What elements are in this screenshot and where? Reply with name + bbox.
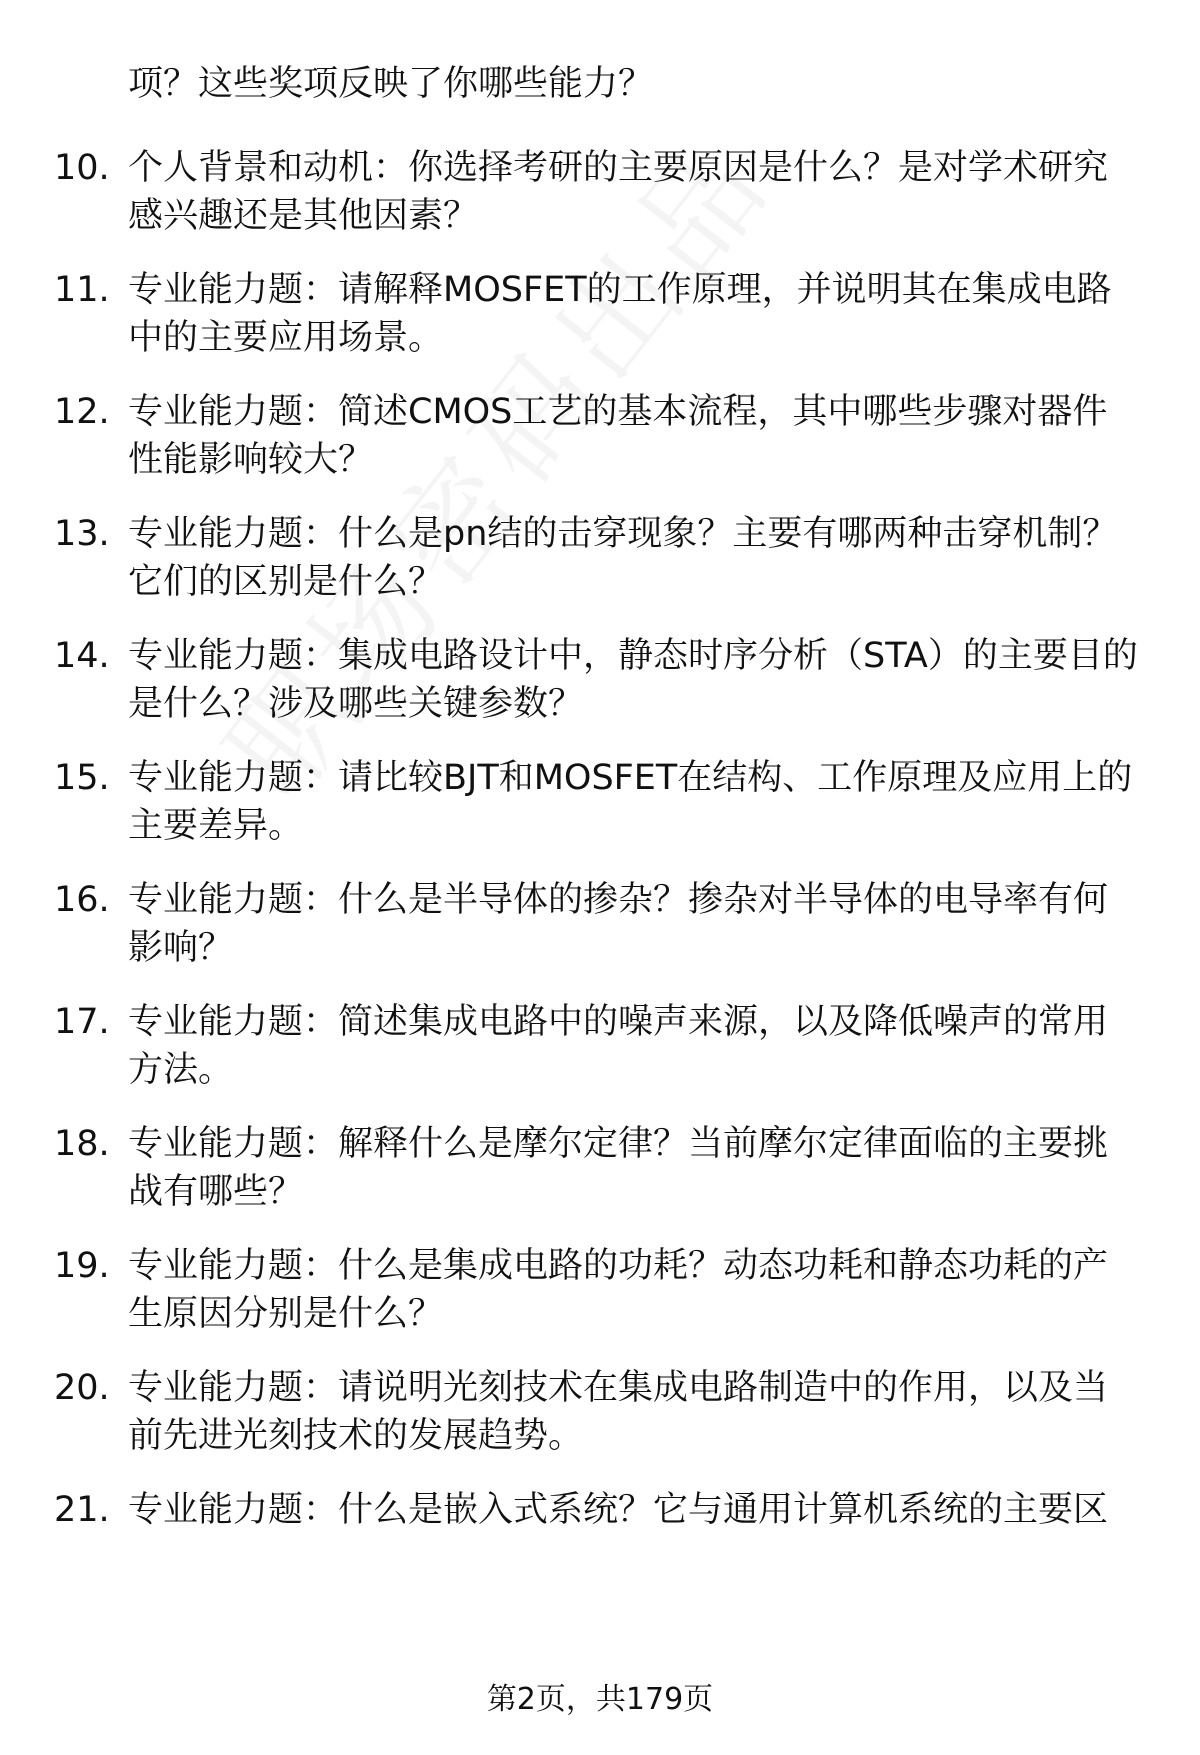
- question-item: [0, 876, 1200, 972]
- question-text: 专业能力题：解释什么是摩尔定律？当前摩尔定律面临的主要挑战有哪些？: [128, 1124, 1109, 1212]
- question-text: 专业能力题：集成电路设计中，静态时序分析（STA）的主要目的是什么？涉及哪些关键参数？: [128, 636, 1138, 724]
- question-number: 18.: [54, 1124, 110, 1164]
- page-footer: 第2页，共179页: [486, 1682, 714, 1717]
- question-text: 专业能力题：简述CMOS工艺的基本流程，其中哪些步骤对器件性能影响较大？: [128, 392, 1108, 480]
- question-number: 10.: [54, 148, 110, 188]
- question-item: [0, 144, 1200, 240]
- question-text: 专业能力题：请解释MOSFET的工作原理，并说明其在集成电路中的主要应用场景。: [128, 270, 1112, 358]
- question-item: [0, 632, 1200, 728]
- question-item: [0, 1242, 1200, 1338]
- question-number: 19.: [54, 1246, 110, 1286]
- question-item: [0, 754, 1200, 850]
- question-number: 12.: [54, 392, 110, 432]
- question-number: 17.: [54, 1002, 110, 1042]
- question-item: [0, 266, 1200, 362]
- question-continuation: [0, 60, 1200, 108]
- question-text: 项？这些奖项反映了你哪些能力？: [128, 64, 654, 104]
- question-item: [0, 388, 1200, 484]
- question-list: [0, 60, 1200, 1560]
- question-number: 21.: [54, 1490, 110, 1530]
- question-item: [0, 510, 1200, 606]
- question-text: 专业能力题：什么是pn结的击穿现象？主要有哪两种击穿机制？它们的区别是什么？: [128, 514, 1118, 602]
- question-item: [0, 998, 1200, 1094]
- question-number: 16.: [54, 880, 110, 920]
- question-text: 专业能力题：请比较BJT和MOSFET在结构、工作原理及应用上的主要差异。: [128, 758, 1133, 846]
- question-number: 14.: [54, 636, 110, 676]
- question-text: 专业能力题：什么是半导体的掺杂？掺杂对半导体的电导率有何影响？: [128, 880, 1109, 968]
- question-item: [0, 1120, 1200, 1216]
- question-number: 15.: [54, 758, 110, 798]
- question-text: 个人背景和动机：你选择考研的主要原因是什么？是对学术研究感兴趣还是其他因素？: [128, 148, 1109, 236]
- question-text: 专业能力题：请说明光刻技术在集成电路制造中的作用，以及当前先进光刻技术的发展趋势。: [128, 1368, 1109, 1456]
- question-item: [0, 1364, 1200, 1460]
- question-text: 专业能力题：什么是嵌入式系统？它与通用计算机系统的主要区: [128, 1490, 1109, 1530]
- question-item: [0, 1486, 1200, 1534]
- question-text: 专业能力题：什么是集成电路的功耗？动态功耗和静态功耗的产生原因分别是什么？: [128, 1246, 1109, 1334]
- question-number: 20.: [54, 1368, 110, 1408]
- question-text: 专业能力题：简述集成电路中的噪声来源，以及降低噪声的常用方法。: [128, 1002, 1109, 1090]
- question-number: 11.: [54, 270, 110, 310]
- question-number: 13.: [54, 514, 110, 554]
